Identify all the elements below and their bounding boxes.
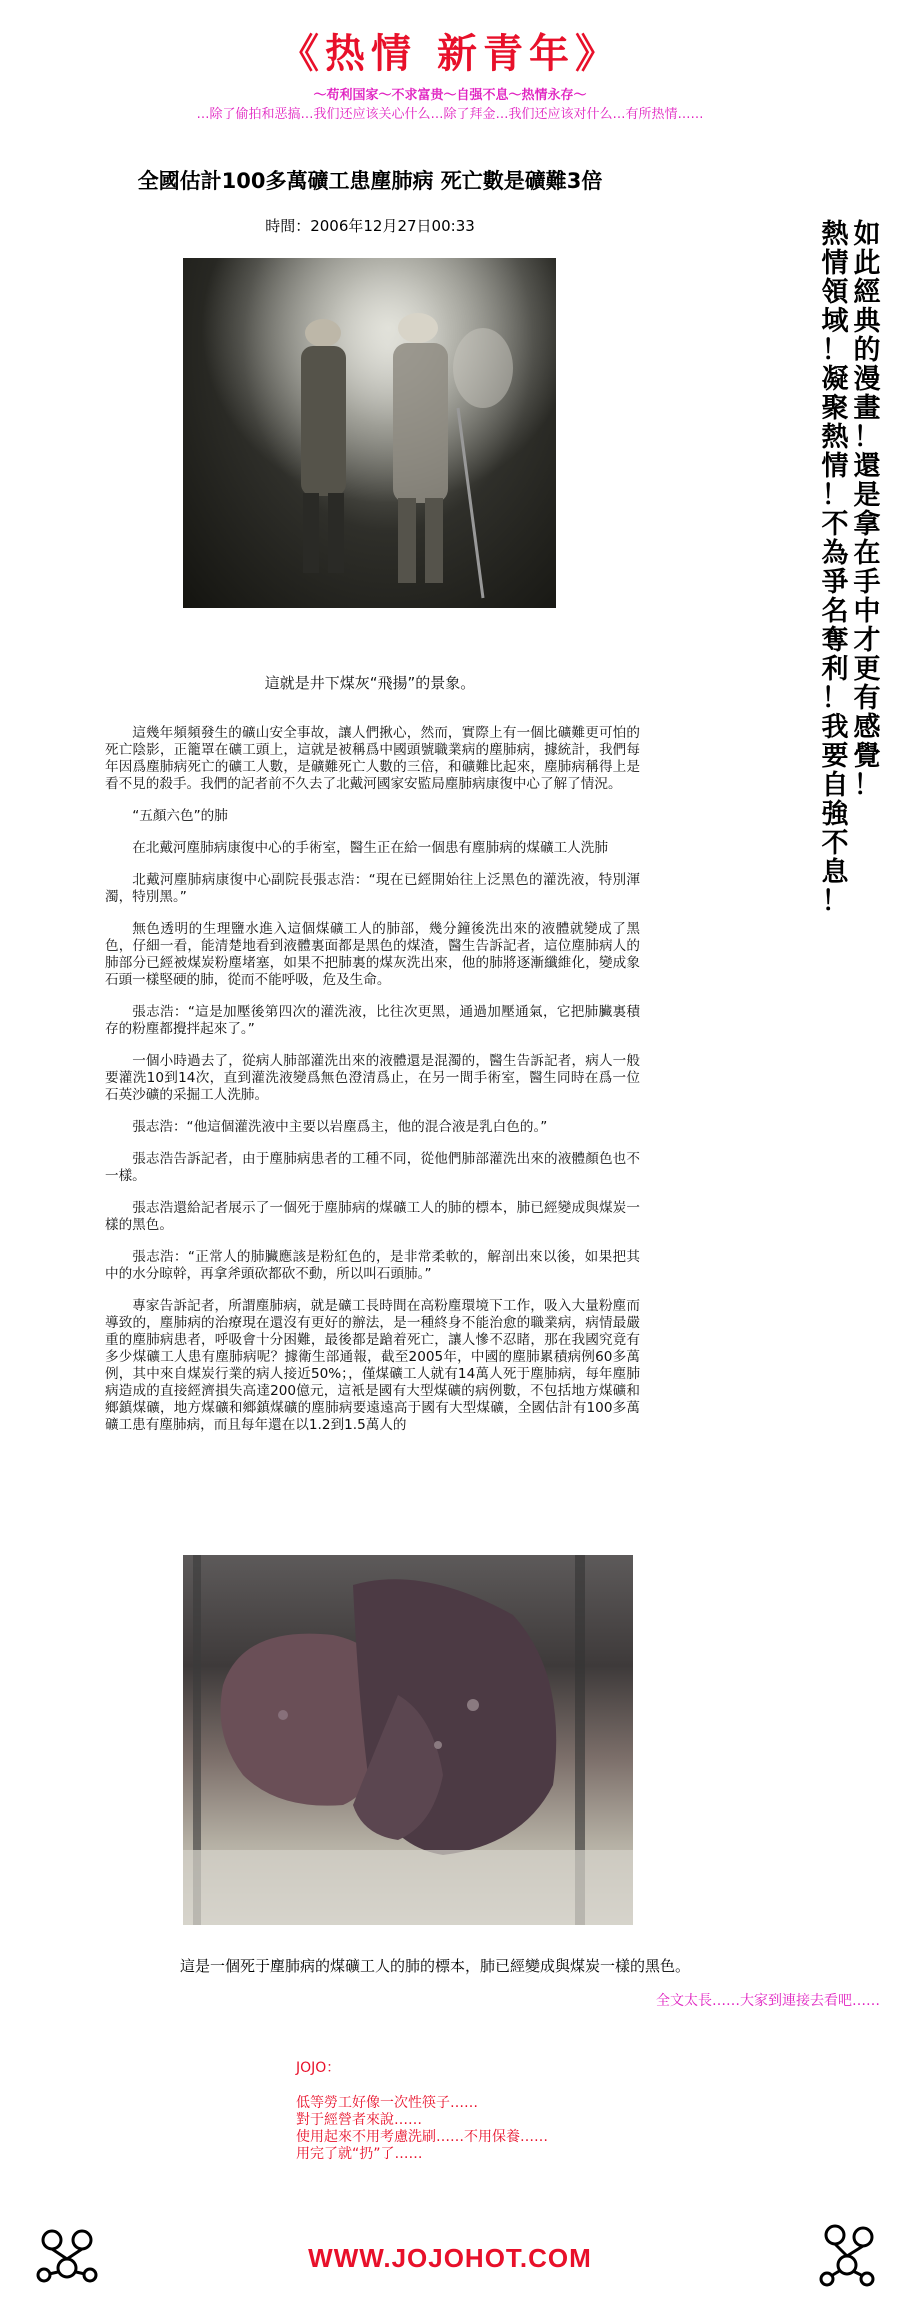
jojo-comment-line: 低等勞工好像一次性筷子…… [296,2095,478,2111]
mine-dust-photo [183,258,556,608]
article-paragraph: 張志浩告訴記者，由于塵肺病患者的工種不同，從他們肺部灌洗出來的液體顏色也不一樣。 [105,1151,640,1184]
sidebar-slogan-text: 如 此 經 典 的 漫 畫 ！ 還 是 拿 在 手 中 才 更 有 感 覺 ！ [853,219,881,801]
sidebar-slogan-column-1 [818,220,852,916]
jojo-comment-line: 用完了就“扔”了…… [296,2146,423,2162]
photo1-caption: 這就是井下煤灰“飛揚”的景象。 [264,674,476,692]
site-url[interactable]: WWW.JOJOHOT.COM [308,2243,592,2273]
article-paragraph: 張志浩：“他這個灌洗液中主要以岩塵爲主，他的混合液是乳白色的。” [132,1119,548,1135]
photo2-caption: 這是一個死于塵肺病的煤礦工人的肺的標本，肺已經變成與煤炭一樣的黑色。 [179,1957,690,1975]
article-paragraph: 這幾年頻頻發生的礦山安全事故，讓人們揪心，然而，實際上有一個比礦難更可怕的死亡陰影，正籠罩在礦工頭上，這就是被稱爲中國頭號職業病的塵肺病，據統計，我們每年因爲塵肺病死亡的礦工人數，是礦難死亡人數的三倍，和礦難比起來，塵肺病稱得上是看不見的殺手。我們的記者前不久去了北戴河國家安監局塵肺病康復中心了解了情況。 [105,725,640,792]
read-more-link[interactable]: 全文太長……大家到連接去看吧…… [656,1993,880,2009]
article-paragraph: 張志浩：“正常人的肺臟應該是粉紅色的，是非常柔軟的，解剖出來以後，如果把其中的水分晾幹，再拿斧頭砍都砍不動，所以叫石頭肺。” [105,1249,640,1282]
article-paragraph: 無色透明的生理鹽水進入這個煤礦工人的肺部，幾分鐘後洗出來的液體就變成了黑色，仔細一看，能清楚地看到液體裏面都是黑色的煤渣，醫生告訴記者，這位塵肺病人的肺部分已經被煤炭粉塵堵塞，如果不把肺裏的煤灰洗出來，他的肺將逐漸纖維化，變成象石頭一樣堅硬的肺，從而不能呼吸，危及生命。 [105,921,640,988]
article-paragraph: 張志浩：“這是加壓後第四次的灌洗液，比往次更黑，通過加壓通氣，它把肺臟裏積存的粉塵都攪拌起來了。” [105,1004,640,1037]
jojo-comment-line: 使用起來不用考慮洗刷……不用保養…… [296,2129,548,2145]
article-paragraph: 張志浩還給記者展示了一個死于塵肺病的煤礦工人的肺的標本，肺已經變成與煤炭一樣的黑色。 [105,1200,640,1233]
article-title: 全國估計100多萬礦工患塵肺病 死亡數是礦難3倍 [137,169,603,193]
article-paragraph: 一個小時過去了，從病人肺部灌洗出來的液體還是混濁的，醫生告訴記者，病人一般要灌洗10到14次，直到灌洗液變爲無色澄清爲止，在另一間手術室，醫生同時在爲一位石英沙礦的采掘工人洗肺。 [105,1053,640,1103]
site-title: 《热情 新青年》 [279,30,621,77]
jojo-comment [296,2095,548,2163]
sidebar-slogan-column-2 [850,220,884,800]
sidebar-slogan-text: 熱 情 領 域 ！ 凝 聚 熱 情 ！ 不 為 爭 名 奪 利 ！ 我 要 自 強 不 息 ！ [821,219,849,917]
article-subheading: “五顏六色”的肺 [132,808,228,824]
site-slogan: ～苟利国家～不求富贵～自强不息～热情永存～ [313,88,587,103]
article-timestamp: 時間：2006年12月27日00:33 [265,217,475,235]
jojo-comment-label: JOJO： [296,2060,341,2076]
lung-specimen-photo [183,1555,633,1925]
article-paragraph: 在北戴河塵肺病康復中心的手術室，醫生正在給一個患有塵肺病的煤礦工人洗肺 [132,840,608,856]
article-paragraph: 北戴河塵肺病康復中心副院長張志浩：“現在已經開始往上泛黑色的灌洗液，特別渾濁，特別黑。” [105,872,640,905]
site-tagline: …除了偷拍和恶搞…我们还应该关心什么…除了拜金…我们还应该对什么…有所热情…… [196,107,704,122]
mine-dust-photo-art [183,258,556,608]
lung-specimen-photo-art [183,1555,633,1925]
article-paragraph: 專家告訴記者，所謂塵肺病，就是礦工長時間在高粉塵環境下工作，吸入大量粉塵而導致的，塵肺病的治療現在還沒有更好的辦法，是一種終身不能治愈的職業病，病情最嚴重的塵肺病患者，呼吸會十分困難，最後都是蹌着死亡，讓人慘不忍睹，那在我國究竟有多少煤礦工人患有塵肺病呢？據衛生部通報，截至2005年，中國的塵肺累積病例60多萬例，其中來自煤炭行業的病人接近50%；，僅煤礦工人就有14萬人死于塵肺病，每年塵肺病造成的直接經濟損失高達200億元，這衹是國有大型煤礦的病例數，不包括地方煤礦和鄉鎮煤礦，地方煤礦和鄉鎮煤礦的塵肺病要遠遠高于國有大型煤礦，全國估計有100多萬礦工患有塵肺病，而且每年還在以1.2到1.5萬人的 [105,1298,640,1433]
article-body [105,725,640,1449]
jojo-comment-line: 對于經營者來說…… [296,2112,422,2128]
